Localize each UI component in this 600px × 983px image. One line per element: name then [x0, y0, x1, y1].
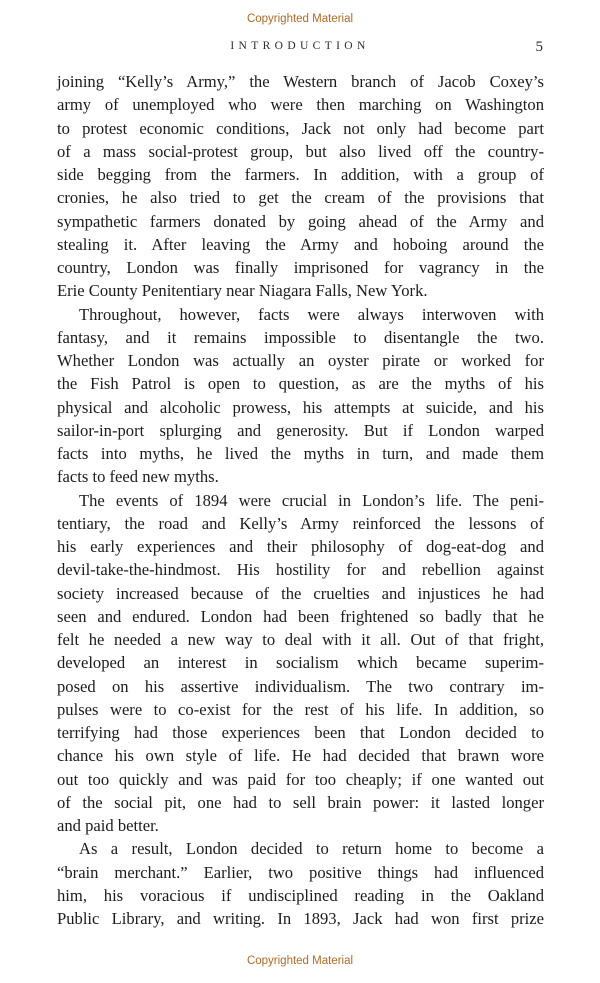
- text-line: to protest economic conditions, Jack not only had become part: [57, 118, 544, 138]
- copyright-notice-bottom: Copyrighted Material: [246, 955, 354, 967]
- text-line: devil-take-the-hindmost. His hostility for and rebellion against: [57, 560, 544, 580]
- text-line: and paid better.: [57, 816, 159, 835]
- paragraph: [57, 489, 544, 838]
- text-line: The events of 1894 were crucial in London’s life. The peni-: [79, 490, 544, 510]
- text-line: pulses were to co-exist for the rest of his life. In addition, so: [57, 699, 544, 719]
- text-line: posed on his assertive individualism. The two contrary im-: [57, 676, 544, 696]
- text-line: side begging from the farmers. In addition, with a group of: [57, 165, 544, 184]
- text-line: of the social pit, one had to sell brain power: it lasted longer: [57, 792, 544, 812]
- paragraph: [57, 303, 544, 489]
- paragraph: [57, 837, 544, 930]
- text-line: Public Library, and writing. In 1893, Jack had won first prize: [57, 909, 544, 928]
- text-line: stealing it. After leaving the Army and hoboing around the: [57, 234, 544, 254]
- text-line: army of unemployed who were then marching on Washington: [57, 95, 544, 115]
- text-line: felt he needed a new way to deal with it all. Out of that fright,: [57, 630, 544, 649]
- text-line: terrifying had those experiences been that London decided to: [57, 723, 544, 742]
- chapter-title: INTRODUCTION: [230, 40, 370, 52]
- text-line: fantasy, and it remains impossible to disentangle the two.: [57, 327, 544, 347]
- text-line: tentiary, the road and Kelly’s Army reinforced the lessons of: [57, 513, 544, 533]
- text-line: seen and endured. London had been frightened so badly that he: [57, 606, 544, 626]
- text-line: his early experiences and their philosophy of dog-eat-dog and: [57, 537, 544, 556]
- running-head: [0, 40, 600, 58]
- text-line: “brain merchant.” Earlier, two positive things had influenced: [57, 862, 544, 882]
- text-line: Whether London was actually an oyster pirate or worked for: [57, 351, 544, 370]
- text-line: the Fish Patrol is open to question, as are the myths of his: [57, 374, 544, 394]
- text-line: him, his voracious if undisciplined reading in the Oakland: [57, 885, 544, 905]
- text-line: cronies, he also tried to get the cream of the provisions that: [57, 188, 544, 208]
- text-line: facts to feed new myths.: [57, 467, 219, 487]
- paragraph: [57, 70, 544, 303]
- page-number: 5: [535, 39, 543, 55]
- text-line: society increased because of the cruelties and injustices he had: [57, 583, 544, 603]
- text-line: sailor-in-port splurging and generosity. But if London warped: [57, 420, 544, 440]
- text-line: of a mass social-protest group, but also lived off the country-: [57, 141, 544, 161]
- text-line: chance his own style of life. He had decided that brawn wore: [57, 746, 544, 766]
- text-line: developed an interest in socialism which became superim-: [57, 653, 544, 673]
- page-body: [57, 70, 544, 930]
- text-line: sympathetic farmers donated by going ahead of the Army and: [57, 211, 544, 231]
- text-line: physical and alcoholic prowess, his attempts at suicide, and his: [57, 397, 544, 417]
- text-line: country, London was finally imprisoned for vagrancy in the: [57, 258, 544, 277]
- text-line: out too quickly and was paid for too cheaply; if one wanted out: [57, 769, 544, 789]
- text-line: Erie County Penitentiary near Niagara Falls, New York.: [57, 281, 428, 301]
- text-line: facts into myths, he lived the myths in turn, and made them: [57, 444, 544, 463]
- text-line: joining “Kelly’s Army,” the Western branch of Jacob Coxey’s: [57, 72, 544, 91]
- text-line: Throughout, however, facts were always interwoven with: [79, 304, 544, 324]
- copyright-notice-top: Copyrighted Material: [246, 13, 354, 25]
- text-line: As a result, London decided to return home to become a: [79, 839, 544, 859]
